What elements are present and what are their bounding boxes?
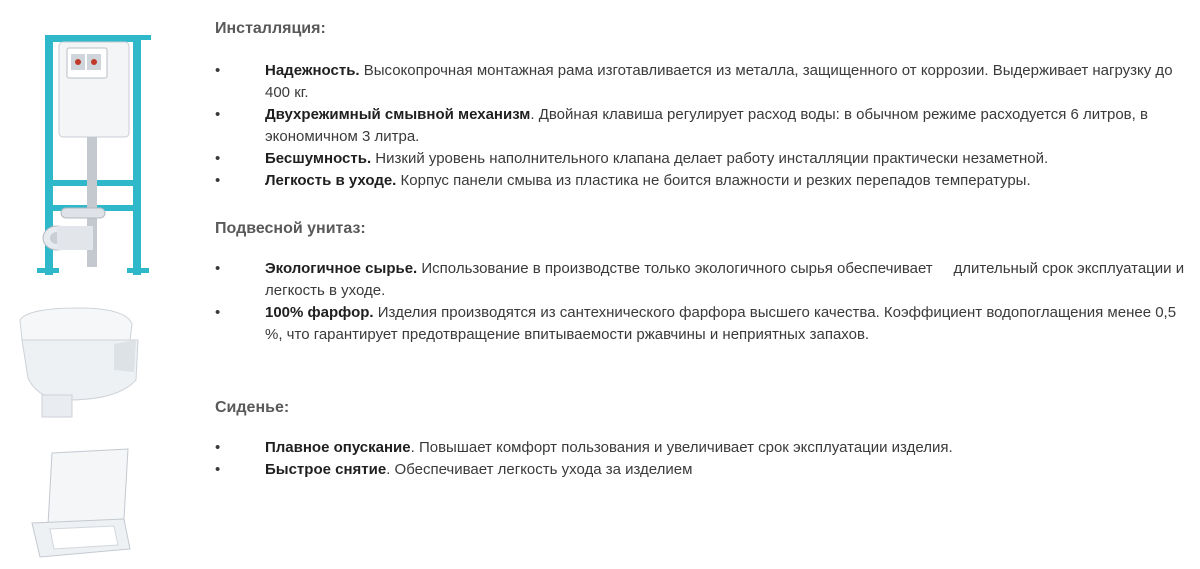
- feature-term: 100% фарфор.: [265, 304, 374, 321]
- toilet-features: [215, 258, 1190, 346]
- feature-text: Корпус панели смыва из пластика не боится влажности и резких перепадов температуры.: [396, 172, 1031, 189]
- feature-term: Плавное опускание: [265, 439, 411, 456]
- feature-term: Бесшумность.: [265, 150, 372, 167]
- feature-term: Быстрое снятие: [265, 461, 387, 478]
- toilet-seat-illustration: [22, 445, 140, 563]
- section-title-installation: Инсталляция:: [215, 20, 326, 37]
- feature-term: Двухрежимный смывной механизм: [265, 106, 531, 123]
- feature-text: . Обеспечивает легкость ухода за изделием: [386, 461, 693, 478]
- installation-features: [215, 60, 1190, 192]
- section-seat: [215, 393, 1190, 481]
- feature-text: . Двойная клавиша регулирует расход воды: в обычном режиме расходуется 6 литров, в экономичном 3 литра.: [265, 106, 1148, 145]
- section-wall-hung-toilet: [215, 214, 1190, 346]
- bullet-dot: •: [215, 62, 221, 79]
- list-item: [215, 258, 1190, 302]
- product-illustrations: [0, 0, 200, 569]
- list-item: [215, 104, 1190, 148]
- feature-term: Легкость в уходе.: [265, 172, 397, 189]
- product-description: [215, 14, 1190, 478]
- wall-hung-toilet-illustration: [8, 300, 148, 425]
- bullet-dot: •: [215, 260, 221, 277]
- feature-term: Надежность.: [265, 62, 360, 79]
- feature-text: Низкий уровень наполнительного клапана делает работу инсталляции практически незаметной.: [371, 150, 1049, 167]
- section-title-seat: Сиденье:: [215, 399, 290, 416]
- bullet-dot: •: [215, 106, 221, 123]
- feature-text: . Повышает комфорт пользования и увеличивает срок эксплуатации изделия.: [410, 439, 953, 456]
- feature-term: Экологичное сырье.: [265, 260, 418, 277]
- feature-text: Высокопрочная монтажная рама изготавливается из металла, защищенного от коррозии. Выдерживает нагрузку до 400 кг.: [265, 62, 1173, 101]
- seat-features: [215, 437, 1190, 481]
- list-item: [215, 302, 1190, 346]
- bullet-dot: •: [215, 304, 221, 321]
- bullet-dot: •: [215, 150, 221, 167]
- feature-text: Изделия производятся из сантехнического фарфора высшего качества. Коэффициент водопоглащения менее 0,5 %, что гарантирует предотвращение впитываемости ржавчины и неприятных запахов.: [265, 304, 1177, 343]
- list-item: [215, 170, 1190, 192]
- bullet-dot: •: [215, 461, 221, 478]
- bullet-dot: •: [215, 439, 221, 456]
- section-title-toilet: Подвесной унитаз:: [215, 220, 366, 237]
- list-item: [215, 148, 1190, 170]
- section-installation: [215, 14, 1190, 192]
- list-item: [215, 60, 1190, 104]
- list-item: [215, 437, 1190, 459]
- bullet-dot: •: [215, 172, 221, 189]
- list-item: [215, 459, 1190, 481]
- feature-text: Использование в производстве только экологичного сырья обеспечивает длительный срок эксплуатации и легкость в уходе.: [265, 260, 1189, 299]
- installation-frame-illustration: [35, 30, 165, 280]
